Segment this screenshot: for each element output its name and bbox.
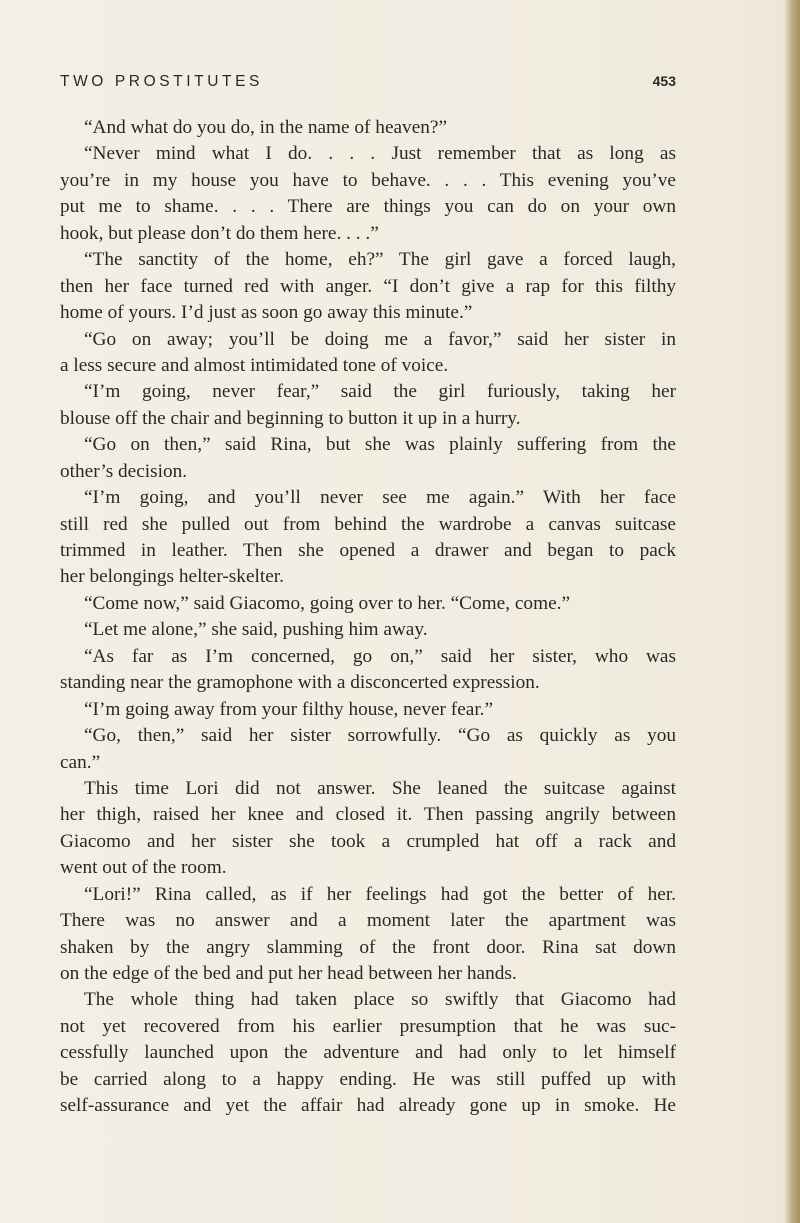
text-line: Giacomo and her sister she took a crumpled hat off a rack and [60,830,676,852]
text-line: “As far as I’m concerned, go on,” said her sister, who was [84,645,676,667]
text-line: her belongings helter-skelter. [60,566,284,588]
text-line: blouse off the chair and beginning to button it up in a hurry. [60,407,521,429]
text-line: other’s decision. [60,460,188,482]
text-line: “Let me alone,” she said, pushing him away. [84,619,428,641]
text-line: “Go on then,” said Rina, but she was plainly suffering from the [84,434,676,456]
text-line: “The sanctity of the home, eh?” The girl gave a forced laugh, [84,249,676,271]
text-line: trimmed in leather. Then she opened a drawer and began to pack [60,540,676,561]
text-line: “Go, then,” said her sister sorrowfully. “Go as quickly as you [84,725,676,747]
page-number: 453 [652,73,676,89]
text-line: shaken by the angry slamming of the front door. Rina sat down [60,936,676,958]
text-line: “I’m going, never fear,” said the girl furiously, taking her [84,381,676,403]
text-line: be carried along to a happy ending. He was still puffed up with [60,1068,676,1090]
text-line: a less secure and almost intimidated tone of voice. [60,354,449,376]
page-edge-shadow [784,0,800,1223]
text-line: self-assurance and yet the affair had already gone up in smoke. He [60,1095,676,1117]
text-line: then her face turned red with anger. “I don’t give a rap for this filthy [60,275,676,297]
text-line: hook, but please don’t do them here. . . .” [60,222,379,244]
text-line: put me to shame. . . . There are things you can do on your own [60,196,676,218]
text-line: home of yours. I’d just as soon go away this minute.” [60,302,473,324]
text-line: “I’m going, and you’ll never see me again.” With her face [84,487,676,509]
text-line: There was no answer and a moment later the apartment was [60,910,676,932]
running-head: TWO PROSTITUTES [60,73,263,90]
text-line: “Go on away; you’ll be doing me a favor,” said her sister in [84,328,676,350]
text-line: “And what do you do, in the name of heaven?” [84,117,448,138]
text-line: “Lori!” Rina called, as if her feelings had got the better of her. [84,883,676,905]
text-line: you’re in my house you have to behave. . . . This evening you’ve [60,169,676,191]
text-line: This time Lori did not answer. She leaned the suitcase against [84,777,676,799]
page-header [60,73,676,95]
body-text [60,115,676,1120]
text-line: The whole thing had taken place so swiftly that Giacomo had [84,989,676,1011]
text-line: cessfully launched upon the adventure and had only to let himself [60,1042,676,1064]
text-line: “I’m going away from your filthy house, never fear.” [84,698,494,720]
text-line: went out of the room. [60,857,227,879]
text-line: not yet recovered from his earlier presumption that he was suc- [60,1015,676,1037]
text-line: “Come now,” said Giacomo, going over to her. “Come, come.” [84,592,571,614]
text-line: “Never mind what I do. . . . Just remember that as long as [84,143,676,165]
text-line: standing near the gramophone with a disconcerted expression. [60,672,540,694]
text-line: can.” [60,751,101,773]
text-line: on the edge of the bed and put her head between her hands. [60,963,517,984]
text-line: still red she pulled out from behind the wardrobe a canvas suitcase [60,513,676,535]
text-line: her thigh, raised her knee and closed it. Then passing angrily between [60,804,676,826]
